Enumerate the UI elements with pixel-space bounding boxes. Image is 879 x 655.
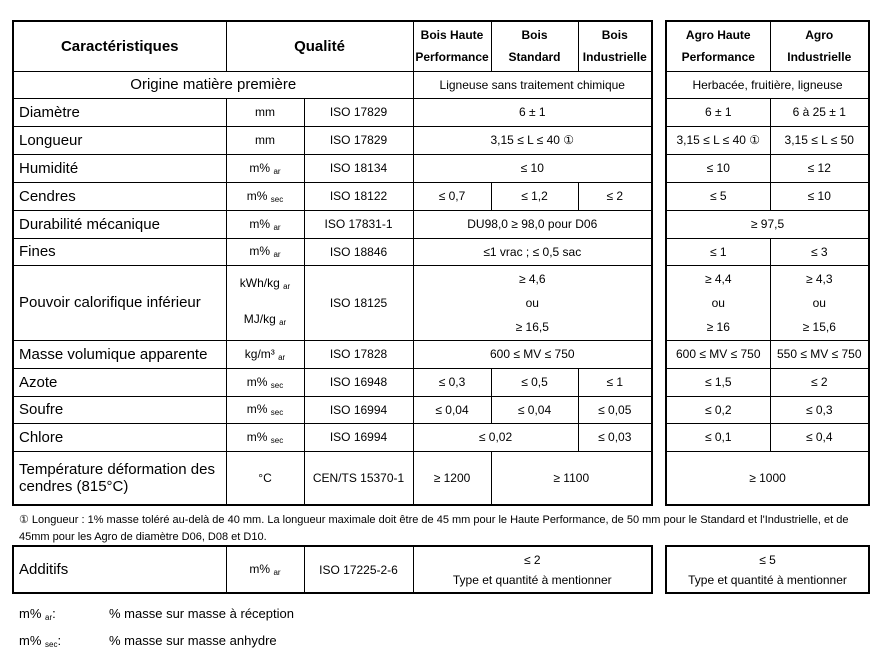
origin-label: Origine matière première xyxy=(13,71,413,98)
value-ai: 6 à 25 ± 1 xyxy=(770,98,869,126)
bois-table xyxy=(12,20,653,506)
row-name: Chlore xyxy=(13,423,226,451)
row-name: Longueur xyxy=(13,126,226,154)
value-bs: ≤ 0,5 xyxy=(491,368,578,396)
header-qualite: Qualité xyxy=(226,21,413,71)
header-bois-industrielle: Bois Industrielle xyxy=(578,21,652,71)
value-bhp: ≤ 0,04 xyxy=(413,396,491,423)
row-name: Température déformation des cendres (815°C) xyxy=(13,451,226,505)
row-unit: m% $_{sec}$ xyxy=(226,368,304,396)
row-name: Masse volumique apparente xyxy=(13,340,226,368)
value-bi: ≤ 0,05 xyxy=(578,396,652,423)
additifs-bois-value: ≤ 2 Type et quantité à mentionner xyxy=(413,546,652,593)
value-ahp: ≤ 1,5 xyxy=(666,368,770,396)
value-ai: 3,15 ≤ L ≤ 50 xyxy=(770,126,869,154)
header-bois-haute-performance: Bois Haute Performance xyxy=(413,21,491,71)
row-norm: ISO 16994 xyxy=(304,396,413,423)
value-bois: DU98,0 ≥ 98,0 pour D06 xyxy=(413,210,652,238)
value-bs: ≤ 0,04 xyxy=(491,396,578,423)
value-ai: ≤ 0,4 xyxy=(770,423,869,451)
row-unit: m% $_{ar}$ xyxy=(226,154,304,182)
value-bois: ≤ 10 xyxy=(413,154,652,182)
legend-ar: m% $_{ar}$: % masse sur masse à réception xyxy=(19,606,294,622)
row-norm: ISO 18125 xyxy=(304,265,413,340)
header-caracteristiques: Caractéristiques xyxy=(13,21,226,71)
value-ahp: ≤ 10 xyxy=(666,154,770,182)
row-name: Cendres xyxy=(13,182,226,210)
additifs-agro-value: ≤ 5 Type et quantité à mentionner xyxy=(666,546,869,593)
row-norm: ISO 16994 xyxy=(304,423,413,451)
value-bhp: ≤ 0,7 xyxy=(413,182,491,210)
row-unit: m% $_{ar}$ xyxy=(226,210,304,238)
row-norm: ISO 17828 xyxy=(304,340,413,368)
value-ai: ≤ 3 xyxy=(770,238,869,265)
row-norm: ISO 16948 xyxy=(304,368,413,396)
value-ahp: 3,15 ≤ L ≤ 40 ① xyxy=(666,126,770,154)
additifs-unit: m% $_{ar}$ xyxy=(226,546,304,593)
value-bhp-bs: ≤ 0,02 xyxy=(413,423,578,451)
row-norm: ISO 17829 xyxy=(304,98,413,126)
value-bois: ≥ 4,6 ou ≥ 16,5 xyxy=(413,265,652,340)
row-unit: mm xyxy=(226,126,304,154)
origin-agro: Herbacée, fruitière, ligneuse xyxy=(666,71,869,98)
value-bi: ≤ 2 xyxy=(578,182,652,210)
additifs-name: Additifs xyxy=(13,546,226,593)
value-ai: 550 ≤ MV ≤ 750 xyxy=(770,340,869,368)
row-unit: kWh/kg $_{ar}$ MJ/kg $_{ar}$ xyxy=(226,265,304,340)
row-name: Azote xyxy=(13,368,226,396)
row-unit: m% $_{sec}$ xyxy=(226,423,304,451)
value-ahp: 6 ± 1 xyxy=(666,98,770,126)
agro-table xyxy=(665,20,870,506)
row-unit: °C xyxy=(226,451,304,505)
value-ahp: ≤ 5 xyxy=(666,182,770,210)
value-bhp: ≥ 1200 xyxy=(413,451,491,505)
value-ahp: ≤ 1 xyxy=(666,238,770,265)
row-name: Durabilité mécanique xyxy=(13,210,226,238)
header-agro-haute-performance: Agro Haute Performance xyxy=(666,21,770,71)
value-bs: ≤ 1,2 xyxy=(491,182,578,210)
value-bi: ≤ 1 xyxy=(578,368,652,396)
row-norm: ISO 17829 xyxy=(304,126,413,154)
header-bois-standard: Bois Standard xyxy=(491,21,578,71)
additifs-bois-table xyxy=(12,545,653,594)
row-norm: ISO 18846 xyxy=(304,238,413,265)
row-unit: kg/m³ $_{ar}$ xyxy=(226,340,304,368)
row-name: Fines xyxy=(13,238,226,265)
row-name: Pouvoir calorifique inférieur xyxy=(13,265,226,340)
value-bois: ≤1 vrac ; ≤ 0,5 sac xyxy=(413,238,652,265)
row-unit: m% $_{sec}$ xyxy=(226,396,304,423)
row-name: Soufre xyxy=(13,396,226,423)
additifs-norm: ISO 17225-2-6 xyxy=(304,546,413,593)
row-norm: ISO 18134 xyxy=(304,154,413,182)
value-ai: ≥ 4,3 ou ≥ 15,6 xyxy=(770,265,869,340)
legend-sec: m% $_{sec}$: % masse sur masse anhydre xyxy=(19,633,277,649)
row-unit: m% $_{ar}$ xyxy=(226,238,304,265)
value-bois: 600 ≤ MV ≤ 750 xyxy=(413,340,652,368)
value-bs-bi: ≥ 1100 xyxy=(491,451,652,505)
value-ai: ≤ 10 xyxy=(770,182,869,210)
row-name: Diamètre xyxy=(13,98,226,126)
row-unit: mm xyxy=(226,98,304,126)
row-unit: m% $_{sec}$ xyxy=(226,182,304,210)
value-bois: 3,15 ≤ L ≤ 40 ① xyxy=(413,126,652,154)
value-agro: ≥ 1000 xyxy=(666,451,869,505)
value-ahp: 600 ≤ MV ≤ 750 xyxy=(666,340,770,368)
origin-bois: Ligneuse sans traitement chimique xyxy=(413,71,652,98)
footnote-longueur: ① Longueur : 1% masse toléré au-delà de 40 mm. La longueur maximale doit être de 45 mm pour le Haute Performance, de 50 mm pour le Standard et l'Industrielle, et de 45mm pour les Agro de diamètre D06, D08 et D10. xyxy=(19,514,849,543)
value-ahp: ≤ 0,2 xyxy=(666,396,770,423)
value-bois: 6 ± 1 xyxy=(413,98,652,126)
value-bi: ≤ 0,03 xyxy=(578,423,652,451)
additifs-agro-table xyxy=(665,545,870,594)
row-norm: CEN/TS 15370-1 xyxy=(304,451,413,505)
value-ai: ≤ 0,3 xyxy=(770,396,869,423)
value-ai: ≤ 2 xyxy=(770,368,869,396)
value-ahp: ≥ 4,4 ou ≥ 16 xyxy=(666,265,770,340)
value-ai: ≤ 12 xyxy=(770,154,869,182)
header-agro-industrielle: Agro Industrielle xyxy=(770,21,869,71)
value-bhp: ≤ 0,3 xyxy=(413,368,491,396)
value-agro: ≥ 97,5 xyxy=(666,210,869,238)
value-ahp: ≤ 0,1 xyxy=(666,423,770,451)
row-name: Humidité xyxy=(13,154,226,182)
row-norm: ISO 17831-1 xyxy=(304,210,413,238)
row-norm: ISO 18122 xyxy=(304,182,413,210)
